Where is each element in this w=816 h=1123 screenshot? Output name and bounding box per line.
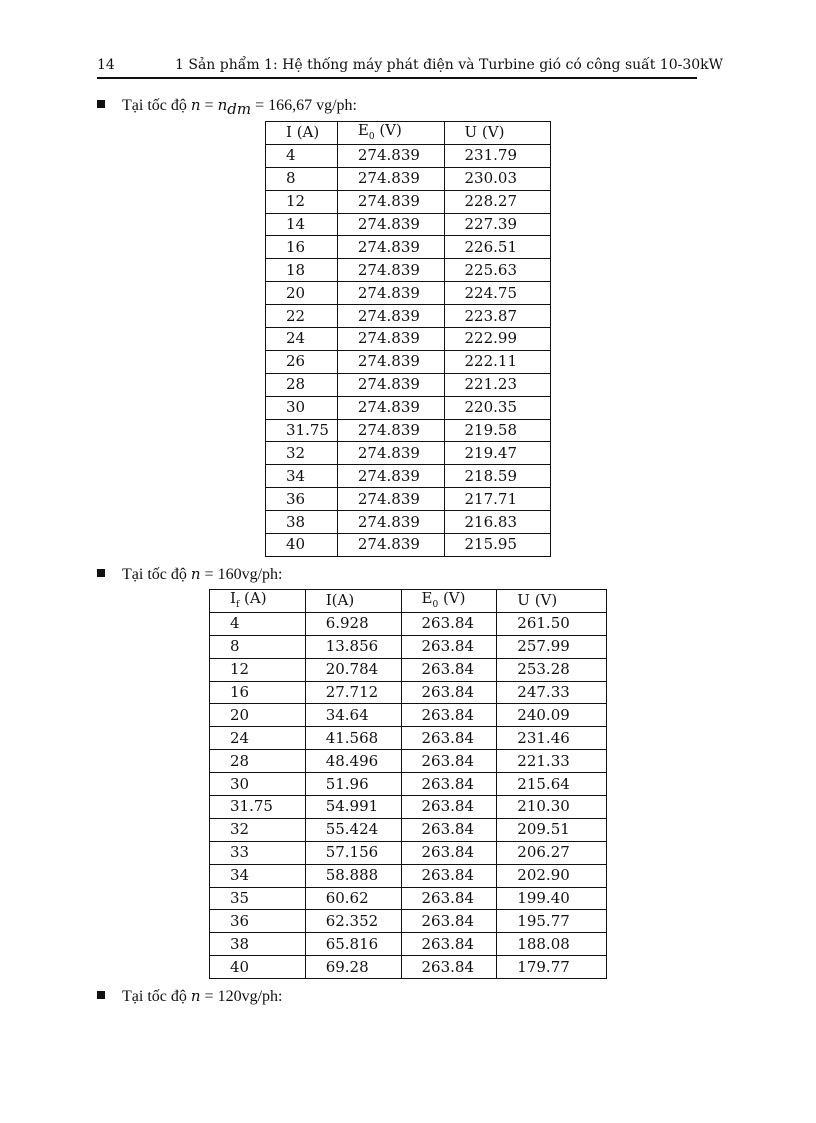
table-cell: 14 <box>266 213 338 236</box>
table-cell: 274.839 <box>337 373 444 396</box>
table-cell: 209.51 <box>497 818 607 841</box>
table-cell: 222.99 <box>444 328 551 351</box>
table-cell: 227.39 <box>444 213 551 236</box>
table-row <box>266 534 551 557</box>
column-header: $E_0$ (V) <box>401 590 497 613</box>
table-cell: 274.839 <box>337 465 444 488</box>
column-header: $E_0$ (V) <box>337 122 444 145</box>
column-header: U (V) <box>444 122 551 145</box>
table-cell: 22 <box>266 305 338 328</box>
table-row <box>266 442 551 465</box>
table-cell: 57.156 <box>305 841 401 864</box>
table-cell: 274.839 <box>337 488 444 511</box>
table-cell: 31.75 <box>266 419 338 442</box>
table-row <box>266 373 551 396</box>
table-row <box>210 773 607 796</box>
table-cell: 26 <box>266 350 338 373</box>
table-cell: 215.64 <box>497 773 607 796</box>
table-row <box>210 681 607 704</box>
bullet-square-icon <box>97 569 105 577</box>
table-cell: 263.84 <box>401 727 497 750</box>
table-cell: 34 <box>266 465 338 488</box>
table-cell: 221.33 <box>497 750 607 773</box>
table-cell: 34.64 <box>305 704 401 727</box>
table-cell: 4 <box>266 144 338 167</box>
table-row <box>266 190 551 213</box>
table-cell: 38 <box>210 933 306 956</box>
table-cell: 222.11 <box>444 350 551 373</box>
table-row <box>210 818 607 841</box>
table-cell: 30 <box>210 773 306 796</box>
table-row <box>266 396 551 419</box>
table-cell: 12 <box>266 190 338 213</box>
table-cell: 219.47 <box>444 442 551 465</box>
table-cell: 274.839 <box>337 419 444 442</box>
table-cell: 65.816 <box>305 933 401 956</box>
table-cell: 274.839 <box>337 350 444 373</box>
table-cell: 221.23 <box>444 373 551 396</box>
table-speed-160 <box>209 589 607 979</box>
table-cell: 263.84 <box>401 635 497 658</box>
bullet-square-icon <box>97 991 105 999</box>
table-cell: 274.839 <box>337 213 444 236</box>
table-cell: 215.95 <box>444 534 551 557</box>
table-cell: 24 <box>266 328 338 351</box>
table-cell: 226.51 <box>444 236 551 259</box>
table-cell: 274.839 <box>337 282 444 305</box>
table-row <box>266 167 551 190</box>
table-cell: 36 <box>266 488 338 511</box>
table-row <box>210 933 607 956</box>
table-cell: 263.84 <box>401 750 497 773</box>
bullet-square-icon <box>97 100 105 108</box>
table-cell: 210.30 <box>497 796 607 819</box>
table-cell: 55.424 <box>305 818 401 841</box>
table-cell: 220.35 <box>444 396 551 419</box>
table-cell: 20 <box>266 282 338 305</box>
table-cell: 223.87 <box>444 305 551 328</box>
column-header: U (V) <box>497 590 607 613</box>
table-cell: 274.839 <box>337 442 444 465</box>
table-cell: 263.84 <box>401 956 497 979</box>
table-cell: 274.839 <box>337 534 444 557</box>
table-cell: 16 <box>210 681 306 704</box>
table-cell: 188.08 <box>497 933 607 956</box>
table-cell: 38 <box>266 511 338 534</box>
table-cell: 217.71 <box>444 488 551 511</box>
table-cell: 253.28 <box>497 658 607 681</box>
table-cell: 224.75 <box>444 282 551 305</box>
table-cell: 263.84 <box>401 887 497 910</box>
table-row <box>210 750 607 773</box>
table-cell: 24 <box>210 727 306 750</box>
table-cell: 228.27 <box>444 190 551 213</box>
table-cell: 40 <box>210 956 306 979</box>
table-cell: 69.28 <box>305 956 401 979</box>
table-cell: 247.33 <box>497 681 607 704</box>
table-cell: 28 <box>210 750 306 773</box>
table-cell: 263.84 <box>401 841 497 864</box>
table-cell: 34 <box>210 864 306 887</box>
table-cell: 60.62 <box>305 887 401 910</box>
table-row <box>266 213 551 236</box>
table-cell: 219.58 <box>444 419 551 442</box>
table-row <box>210 796 607 819</box>
table-cell: 274.839 <box>337 511 444 534</box>
page-number: 14 <box>97 57 115 73</box>
table-row <box>210 704 607 727</box>
table-row <box>266 236 551 259</box>
table-cell: 263.84 <box>401 658 497 681</box>
table-cell: 179.77 <box>497 956 607 979</box>
table-row <box>266 259 551 282</box>
table-header-row <box>266 122 551 145</box>
table-row <box>210 841 607 864</box>
table-cell: 8 <box>210 635 306 658</box>
table-cell: 32 <box>210 818 306 841</box>
section-heading-2: Tại tốc độ n = 160vg/ph: <box>97 565 282 584</box>
table-cell: 274.839 <box>337 328 444 351</box>
column-header: $I_f$ (A) <box>210 590 306 613</box>
table-cell: 240.09 <box>497 704 607 727</box>
running-title: 1 Sản phẩm 1: Hệ thống máy phát điện và Turbine gió có công suất 10-30kW <box>175 57 724 73</box>
table-cell: 274.839 <box>337 305 444 328</box>
column-header: I (A) <box>266 122 338 145</box>
table-cell: 263.84 <box>401 818 497 841</box>
table-cell: 16 <box>266 236 338 259</box>
table-cell: 4 <box>210 612 306 635</box>
table-cell: 257.99 <box>497 635 607 658</box>
table-cell: 27.712 <box>305 681 401 704</box>
table-cell: 261.50 <box>497 612 607 635</box>
table-cell: 263.84 <box>401 796 497 819</box>
table-row <box>210 658 607 681</box>
table-row <box>266 465 551 488</box>
table-cell: 28 <box>266 373 338 396</box>
table-cell: 218.59 <box>444 465 551 488</box>
table-cell: 12 <box>210 658 306 681</box>
table-cell: 274.839 <box>337 236 444 259</box>
table-cell: 20.784 <box>305 658 401 681</box>
table-cell: 263.84 <box>401 773 497 796</box>
table-cell: 62.352 <box>305 910 401 933</box>
section-heading-1: Tại tốc độ $n = n_{dm} = 166,67$ vg/ph: <box>97 96 357 118</box>
table-cell: 40 <box>266 534 338 557</box>
table-row <box>266 350 551 373</box>
table-cell: 274.839 <box>337 167 444 190</box>
table-cell: 54.991 <box>305 796 401 819</box>
table-cell: 263.84 <box>401 910 497 933</box>
table-row <box>210 956 607 979</box>
table-cell: 263.84 <box>401 864 497 887</box>
table-cell: 263.84 <box>401 681 497 704</box>
table-cell: 33 <box>210 841 306 864</box>
table-cell: 13.856 <box>305 635 401 658</box>
table-speed-166 <box>265 121 551 557</box>
table-cell: 51.96 <box>305 773 401 796</box>
table-row <box>210 910 607 933</box>
table-cell: 31.75 <box>210 796 306 819</box>
table-cell: 274.839 <box>337 396 444 419</box>
table-cell: 202.90 <box>497 864 607 887</box>
table-cell: 263.84 <box>401 612 497 635</box>
table-cell: 48.496 <box>305 750 401 773</box>
table-cell: 8 <box>266 167 338 190</box>
table-cell: 20 <box>210 704 306 727</box>
table-cell: 58.888 <box>305 864 401 887</box>
table-row <box>266 419 551 442</box>
table-cell: 274.839 <box>337 144 444 167</box>
table-cell: 6.928 <box>305 612 401 635</box>
column-header: I(A) <box>305 590 401 613</box>
table-cell: 32 <box>266 442 338 465</box>
table-cell: 36 <box>210 910 306 933</box>
page-header <box>97 57 724 79</box>
section-heading-3: Tại tốc độ n = 120vg/ph: <box>97 987 282 1006</box>
table-cell: 225.63 <box>444 259 551 282</box>
table-row <box>210 887 607 910</box>
table-cell: 231.79 <box>444 144 551 167</box>
table-row <box>266 144 551 167</box>
table-cell: 30 <box>266 396 338 419</box>
table-row <box>210 727 607 750</box>
table-row <box>266 328 551 351</box>
table-cell: 216.83 <box>444 511 551 534</box>
table-cell: 195.77 <box>497 910 607 933</box>
table-row <box>210 612 607 635</box>
table-cell: 230.03 <box>444 167 551 190</box>
table-cell: 274.839 <box>337 190 444 213</box>
table-header-row <box>210 590 607 613</box>
table-cell: 206.27 <box>497 841 607 864</box>
table-cell: 231.46 <box>497 727 607 750</box>
table-row <box>266 282 551 305</box>
table-cell: 18 <box>266 259 338 282</box>
table-row <box>210 635 607 658</box>
table-row <box>266 511 551 534</box>
table-cell: 41.568 <box>305 727 401 750</box>
table-cell: 263.84 <box>401 933 497 956</box>
table-row <box>266 488 551 511</box>
table-row <box>210 864 607 887</box>
table-cell: 263.84 <box>401 704 497 727</box>
table-cell: 274.839 <box>337 259 444 282</box>
table-cell: 199.40 <box>497 887 607 910</box>
table-cell: 35 <box>210 887 306 910</box>
table-row <box>266 305 551 328</box>
